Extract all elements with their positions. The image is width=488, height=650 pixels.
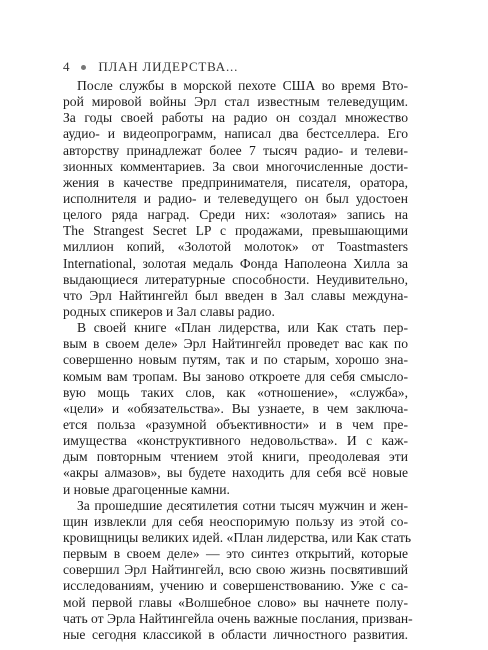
- text-line: кровищницы великих идей. «План лидерства, или Как стать: [63, 529, 412, 545]
- text-line: ется польза «разумной объективности» и в чем пре-: [63, 416, 408, 432]
- text-line: и новые драгоценные камни.: [63, 481, 230, 497]
- text-line: ные сегодня классикой в области личностного развития.: [63, 626, 408, 642]
- text-line: рой мировой войны Эрл стал известным телеведущим.: [63, 94, 408, 110]
- text-line: вым в своем деле» Эрл Найтингейл проведет вас как по: [63, 336, 408, 352]
- text-line: совершенно новым путям, так и по старым, хорошо зна-: [63, 352, 408, 368]
- text-line: После службы в морской пехоте США во время Вто-: [77, 78, 408, 93]
- text-line: «акры алмазов», вы будете находить для себя всё новые: [63, 465, 408, 481]
- text-line: The Strangest Secret LP с продажами, превышающими: [63, 223, 408, 239]
- text-line: выдающиеся литературные способности. Неудивительно,: [63, 271, 408, 287]
- text-line: International, золотая медаль Фонда Наполеона Хилла за: [63, 255, 408, 271]
- text-line: За прошедшие десятилетия сотни тысяч мужчин и жен-: [77, 497, 408, 513]
- text-line: совершил Эрл Найтингейл, всю свою жизнь посвятивший: [63, 562, 408, 578]
- body-text: [63, 78, 413, 643]
- text-line: мой первой главы «Волшебное слово» вы начнете полу-: [63, 594, 408, 610]
- page-number: 4: [63, 59, 71, 74]
- running-title: ПЛАН ЛИДЕРСТВА...: [98, 59, 239, 74]
- text-line: целого ряда наград. Среди них: «золотая» запись на: [63, 207, 408, 223]
- bullet-separator-icon: [81, 65, 86, 70]
- text-line: «цели» и «обязательства». Вы узнаете, в чем заключа-: [63, 400, 408, 416]
- text-line: авторству принадлежат более 7 тысяч радио- и телеви-: [63, 142, 408, 158]
- text-line: исследованиям, учению и совершенствованию. Уже с са-: [63, 578, 408, 594]
- text-line: За годы своей работы на радио он создал множество: [63, 110, 408, 126]
- text-line: что Эрл Найтингейл был введен в Зал славы междуна-: [63, 287, 408, 303]
- text-line: жения в качестве предпринимателя, писателя, оратора,: [63, 174, 408, 190]
- text-line: комым вам тропам. Вы заново откроете для себя смысло-: [63, 368, 408, 384]
- text-line: исполнителя и радио- и телеведущего он был удостоен: [63, 190, 408, 206]
- text-line: миллион копий, «Золотой молоток» от Toastmasters: [63, 239, 408, 255]
- text-line: В своей книге «План лидерства, или Как стать пер-: [77, 320, 408, 336]
- text-line: дым повторным чтением этой книги, преодолевая эти: [63, 449, 408, 465]
- text-line: родных спикеров и Зал славы радио.: [63, 303, 275, 319]
- text-line: зионных комментариев. За свои многочисленные дости-: [63, 158, 408, 174]
- text-line: щин извлекли для себя неоспоримую пользу из этой со-: [63, 513, 408, 529]
- running-header: [63, 59, 238, 75]
- text-line: имущества «конструктивного недовольства». И с каж-: [63, 433, 408, 449]
- text-line: первым в своем деле» — это синтез открытий, которые: [63, 546, 408, 562]
- text-line: аудио- и видеопрограмм, написал два бестселлера. Его: [63, 126, 408, 142]
- text-line: вую мощь таких слов, как «отношение», «служба»,: [63, 384, 408, 400]
- text-line: чать от Эрла Найтингейла очень важные послания, призван-: [63, 610, 413, 626]
